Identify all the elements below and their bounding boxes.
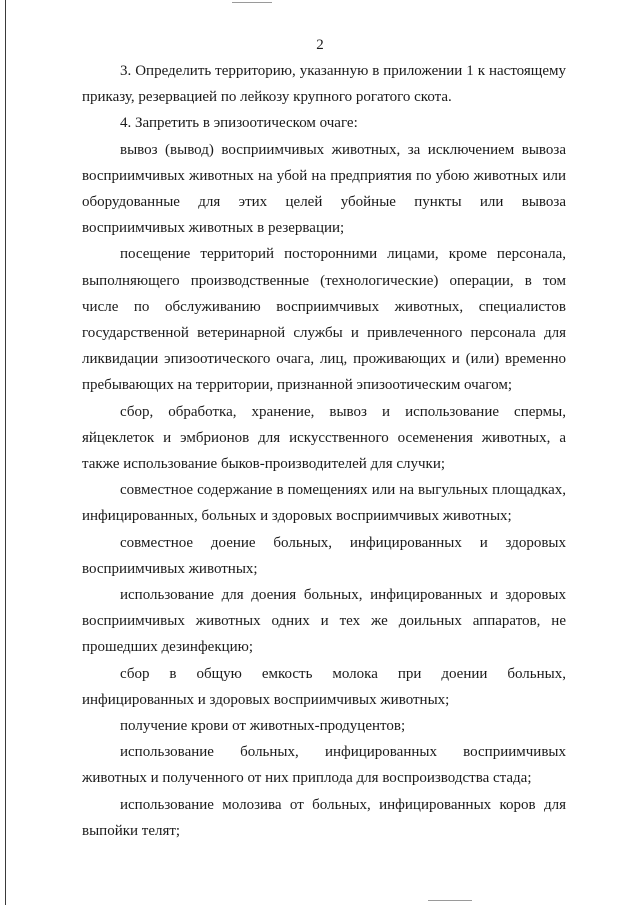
scan-left-edge xyxy=(5,0,6,905)
prohibition-colostrum-use: использование молозива от больных, инфицированных коров для выпойки телят; xyxy=(82,796,566,839)
prohibition-joint-milking: совместное доение больных, инфицированных и здоровых восприимчивых животных; xyxy=(82,534,566,577)
prohibition-export-animals: вывоз (вывод) восприимчивых животных, за исключением вывоза восприимчивых животных на убой на предприятия по убою животных или оборудованные для этих целей убойные пункты или вывоза восприимчивых животных в резервации; xyxy=(82,141,566,237)
prohibition-blood-collection: получение крови от животных-продуцентов; xyxy=(120,718,406,735)
paragraph-item-3: 3. Определить территорию, указанную в приложении 1 к настоящему приказу, резервацией по лейкозу крупного рогатого скота. xyxy=(82,63,566,106)
scan-mark-bottom xyxy=(428,900,472,901)
prohibition-shared-milking-machines: использование для доения больных, инфицированных и здоровых восприимчивых животных одних и тех же доильных аппаратов, не прошедших дезинфекцию; xyxy=(82,587,566,656)
paragraph-item-4-heading: 4. Запретить в эпизоотическом очаге: xyxy=(120,115,358,132)
document-body xyxy=(82,58,566,844)
prohibition-visits: посещение территорий посторонними лицами, кроме персонала, выполняющего производственные (технологические) операции, в том числе по обслуживанию восприимчивых животных, специалистов государственной ветеринарной службы и привлеченного персонала для ликвидации эпизоотического очага, лиц, проживающих и (или) временно пребывающих на территории, признанной эпизоотическим очагом; xyxy=(82,246,566,394)
prohibition-joint-keeping: совместное содержание в помещениях или на выгульных площадках, инфицированных, больных и здоровых восприимчивых животных; xyxy=(82,482,566,525)
prohibition-sperm-embryos: сбор, обработка, хранение, вывоз и использование спермы, яйцеклеток и эмбрионов для искусственного осеменения животных, а также использование быков-производителей для случки; xyxy=(82,403,566,473)
scan-mark-top xyxy=(232,2,272,3)
prohibition-common-milk-container: сбор в общую емкость молока при доении больных, инфицированных и здоровых восприимчивых животных; xyxy=(82,665,566,708)
page-number: 2 xyxy=(316,37,324,53)
prohibition-breeding-use: использование больных, инфицированных восприимчивых животных и полученного от них приплода для воспроизводства стада; xyxy=(82,744,566,787)
